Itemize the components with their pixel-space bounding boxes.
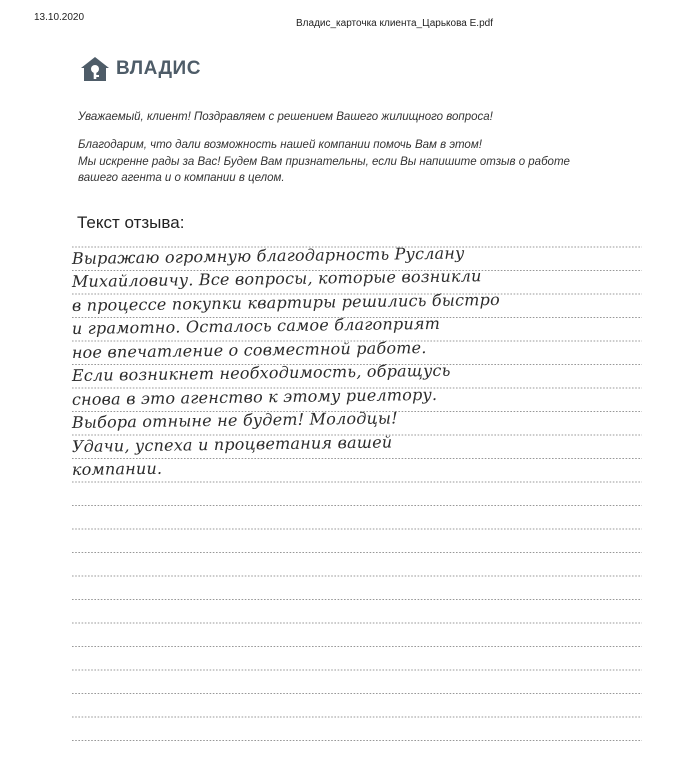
header-filename: Владис_карточка клиента_Царькова Е.pdf	[296, 18, 493, 29]
thanks-line: Мы искренне рады за Вас! Будем Вам признательны, если Вы напишите отзыв о работе	[78, 155, 570, 168]
handwritten-line: компании.	[71, 458, 163, 479]
handwritten-line: снова в это агенство к этому риелтору.	[71, 384, 438, 409]
thanks-line: вашего агента и о компании в целом.	[78, 172, 285, 184]
handwritten-line: Выражаю огромную благодарность Руслану	[71, 243, 465, 268]
handwritten-review	[72, 0, 652, 768]
handwritten-line: Михайловичу. Все вопросы, которые возникли	[71, 266, 482, 291]
handwritten-line: Если возникнет необходимость, обращусь	[71, 360, 451, 385]
thanks-line: Благодарим, что дали возможность нашей компании помочь Вам в этом!	[78, 139, 482, 151]
logo-text: ВЛАДИС	[116, 58, 201, 79]
handwritten-line: и грамотно. Осталось самое благоприят	[71, 313, 441, 338]
handwritten-line: Удачи, успеха и процветания вашей	[71, 432, 393, 456]
handwritten-line: ное впечатление о совместной работе.	[71, 337, 427, 362]
greeting-text: Уважаемый, клиент! Поздравляем с решением Вашего жилищного вопроса!	[78, 111, 493, 123]
review-heading: Текст отзыва:	[77, 213, 185, 232]
handwritten-line: в процессе покупки квартиры решились быстро	[71, 289, 500, 315]
header-date: 13.10.2020	[34, 12, 85, 23]
handwritten-line: Выбора отныне не будет! Молодцы!	[71, 408, 398, 432]
